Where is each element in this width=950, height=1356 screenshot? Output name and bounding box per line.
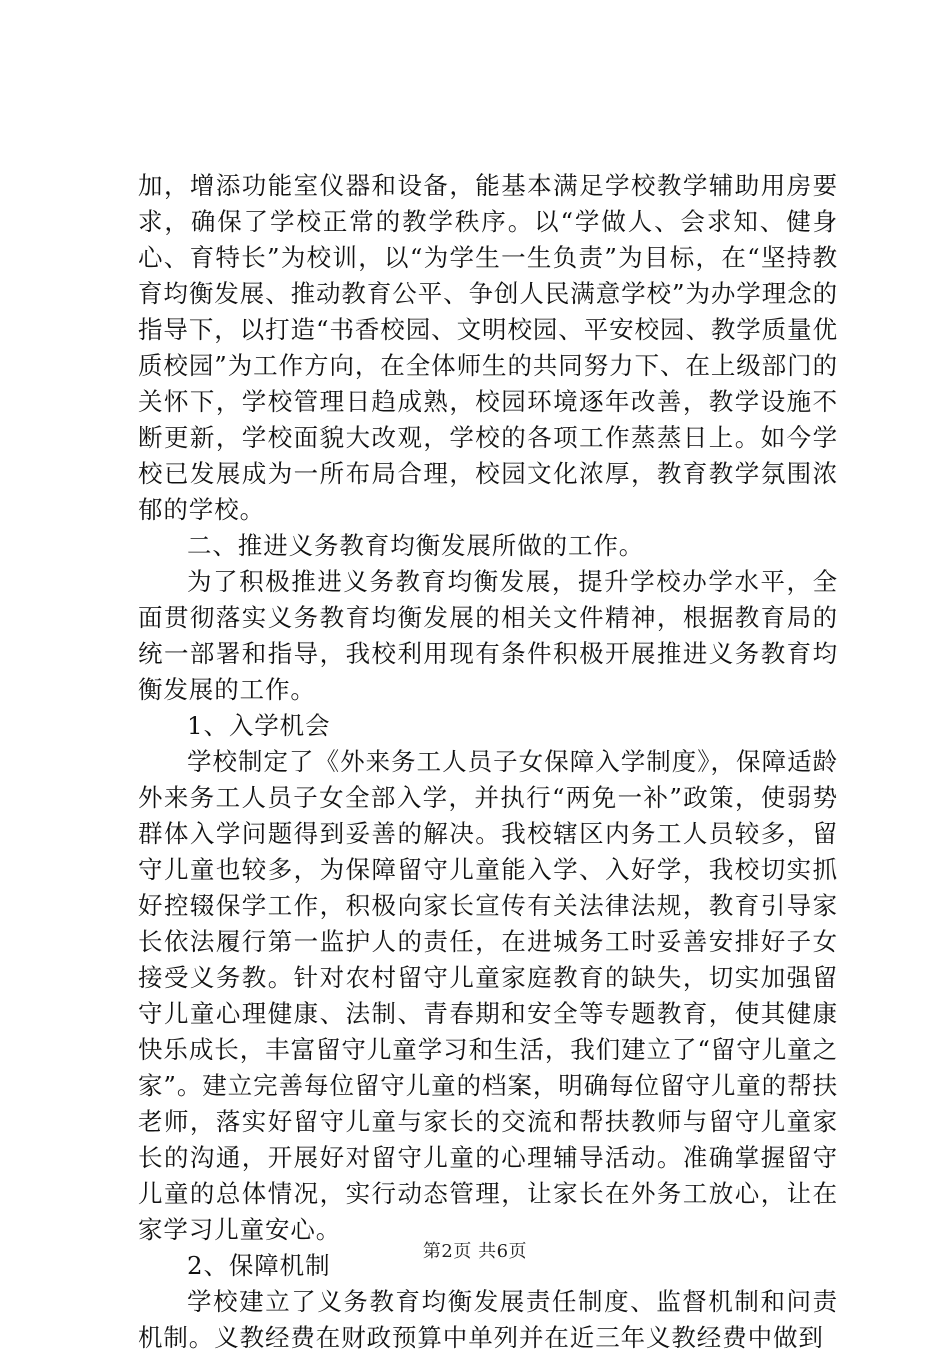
document-body [138, 168, 838, 1356]
paragraph-guarantee-mechanism: 学校建立了义务教育均衡发展责任制度、监督机制和问责机制。义教经费在财政预算中单列并在近三年义教经费中做到 [138, 1287, 838, 1352]
paragraph-enrollment-details: 学校制定了《外来务工人员子女保障入学制度》，保障适龄外来务工人员子女全部入学，并执行“两免一补”政策，使弱势群体入学问题得到妥善的解决。我校辖区内务工人员较多，留守儿童也较多，为保障留守儿童能入学、入好学，我校切实抓好控辍保学工作，积极向家长宣传有关法律法规，教育引导家长依法履行第一监护人的责任，在进城务工时妥善安排好子女接受义务教。针对农村留守儿童家庭教育的缺失，切实加强留守儿童心理健康、法制、青春期和安全等专题教育，使其健康快乐成长，丰富留守儿童学习和生活，我们建立了“留守儿童之家”。建立完善每位留守儿童的档案，明确每位留守儿童的帮扶老师，落实好留守儿童与家长的交流和帮扶教师与留守儿童家长的沟通，开展好对留守儿童的心理辅导活动。准确掌握留守儿童的总体情况，实行动态管理，让家长在外务工放心，让在家学习儿童安心。 [138, 747, 838, 1244]
subheading-enrollment-opportunity: 1、入学机会 [187, 711, 331, 740]
paragraph-balanced-development-intro: 为了积极推进义务教育均衡发展，提升学校办学水平，全面贯彻落实义务教育均衡发展的相关文件精神，根据教育局的统一部署和指导，我校利用现有条件积极开展推进义务教育均衡发展的工作。 [138, 567, 838, 704]
section-heading-balanced-development-work: 二、推进义务教育均衡发展所做的工作。 [187, 531, 645, 560]
page-number-footer: 第2页 共6页 [422, 1241, 528, 1262]
paragraph-school-overview: 加，增添功能室仪器和设备，能基本满足学校教学辅助用房要求，确保了学校正常的教学秩序。以“学做人、会求知、健身心、育特长”为校训，以“为学生一生负责”为目标，在“坚持教育均衡发展、推动教育公平、争创人民满意学校”为办学理念的指导下，以打造“书香校园、文明校园、平安校园、教学质量优质校园”为工作方向，在全体师生的共同努力下、在上级部门的关怀下，学校管理日趋成熟，校园环境逐年改善，教学设施不断更新，学校面貌大改观，学校的各项工作蒸蒸日上。如今学校已发展成为一所布局合理，校园文化浓厚，教育教学氛围浓郁的学校。 [138, 171, 838, 524]
subheading-guarantee-mechanism: 2、保障机制 [187, 1251, 331, 1280]
